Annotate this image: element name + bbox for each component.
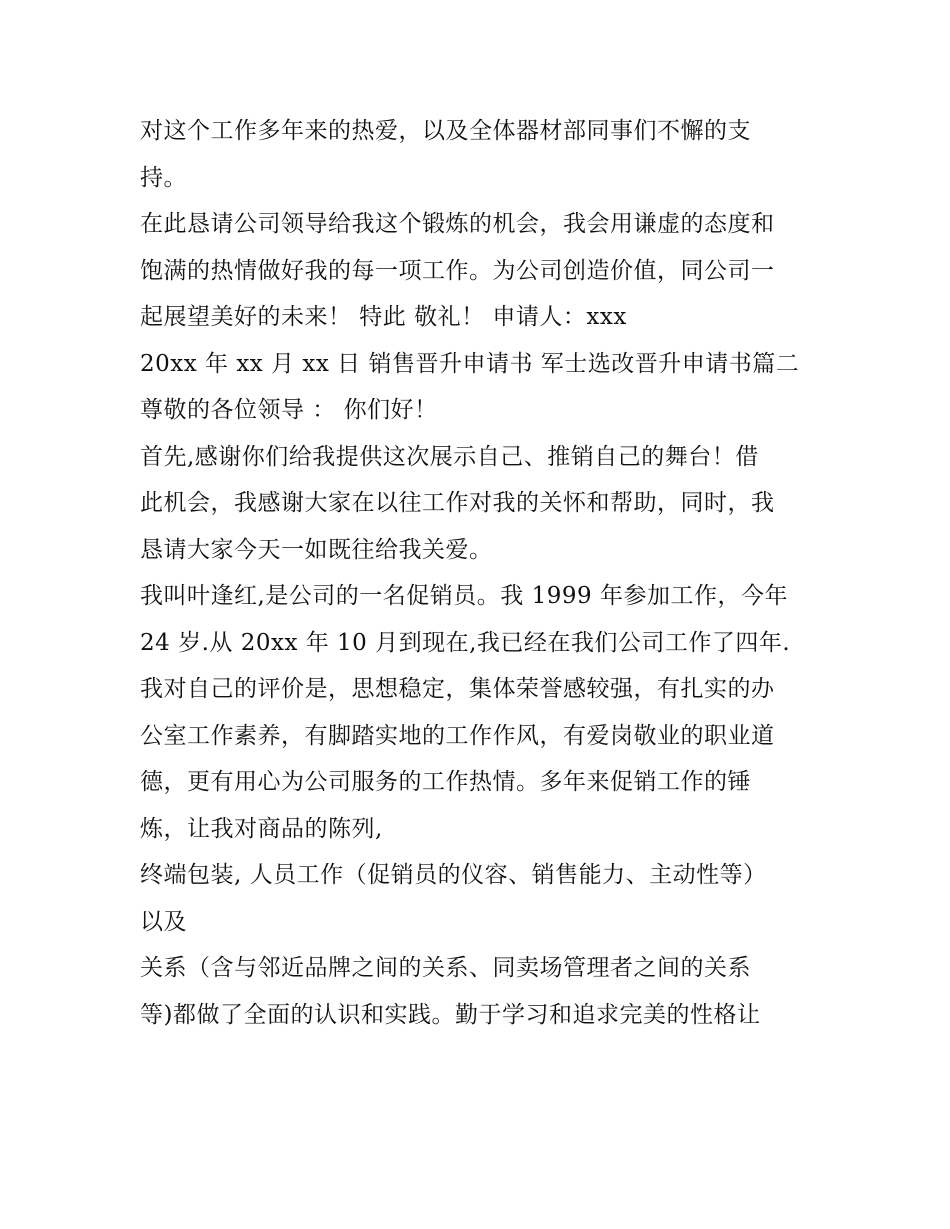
- text-line: 持。: [140, 164, 187, 191]
- text-line: 以及: [140, 908, 187, 935]
- text-line: 我对自己的评价是，思想稳定，集体荣誉感较强，有扎实的办: [140, 676, 775, 702]
- text-line: 等)都做了全面的认识和实践。勤于学习和追求完美的性格让: [140, 1001, 761, 1028]
- text-line: 饱满的热情做好我的每一项工作。为公司创造价值，同公司一: [140, 257, 775, 284]
- text-line: 起展望美好的未来！ 特此 敬礼！ 申请人：xxx: [140, 304, 627, 330]
- text-line: 炼，让我对商品的陈列,: [140, 815, 383, 842]
- text-line: 德，更有用心为公司服务的工作热情。多年来促销工作的锤: [140, 769, 751, 795]
- body-text: [140, 108, 830, 1038]
- text-line: 终端包装, 人员工作（促销员的仪容、销售能力、主动性等）: [140, 862, 767, 888]
- text-line: 公室工作素养，有脚踏实地的工作作风，有爱岗敬业的职业道: [140, 722, 775, 749]
- text-line: 尊敬的各位领导 ： 你们好！: [140, 397, 438, 423]
- text-line: 24 岁.从 20xx 年 10 月到现在,我已经在我们公司工作了四年.: [140, 629, 791, 656]
- text-line: 对这个工作多年来的热爱，以及全体器材部同事们不懈的支: [140, 118, 751, 144]
- text-line: 关系（含与邻近品牌之间的关系、同卖场管理者之间的关系: [140, 955, 751, 981]
- text-line: 此机会，我感谢大家在以往工作对我的关怀和帮助，同时，我: [140, 490, 775, 516]
- text-line: 我叫叶逢红,是公司的一名促销员。我 1999 年参加工作，今年: [140, 583, 788, 609]
- text-line: 在此恳请公司领导给我这个锻炼的机会，我会用谦虚的态度和: [140, 211, 775, 237]
- text-line: 恳请大家今天一如既往给我关爱。: [140, 536, 493, 563]
- text-line: 首先,感谢你们给我提供这次展示自己、推销自己的舞台！借: [140, 443, 759, 470]
- text-line: 20xx 年 xx 月 xx 日 销售晋升申请书 军士选改晋升申请书篇二: [140, 350, 800, 377]
